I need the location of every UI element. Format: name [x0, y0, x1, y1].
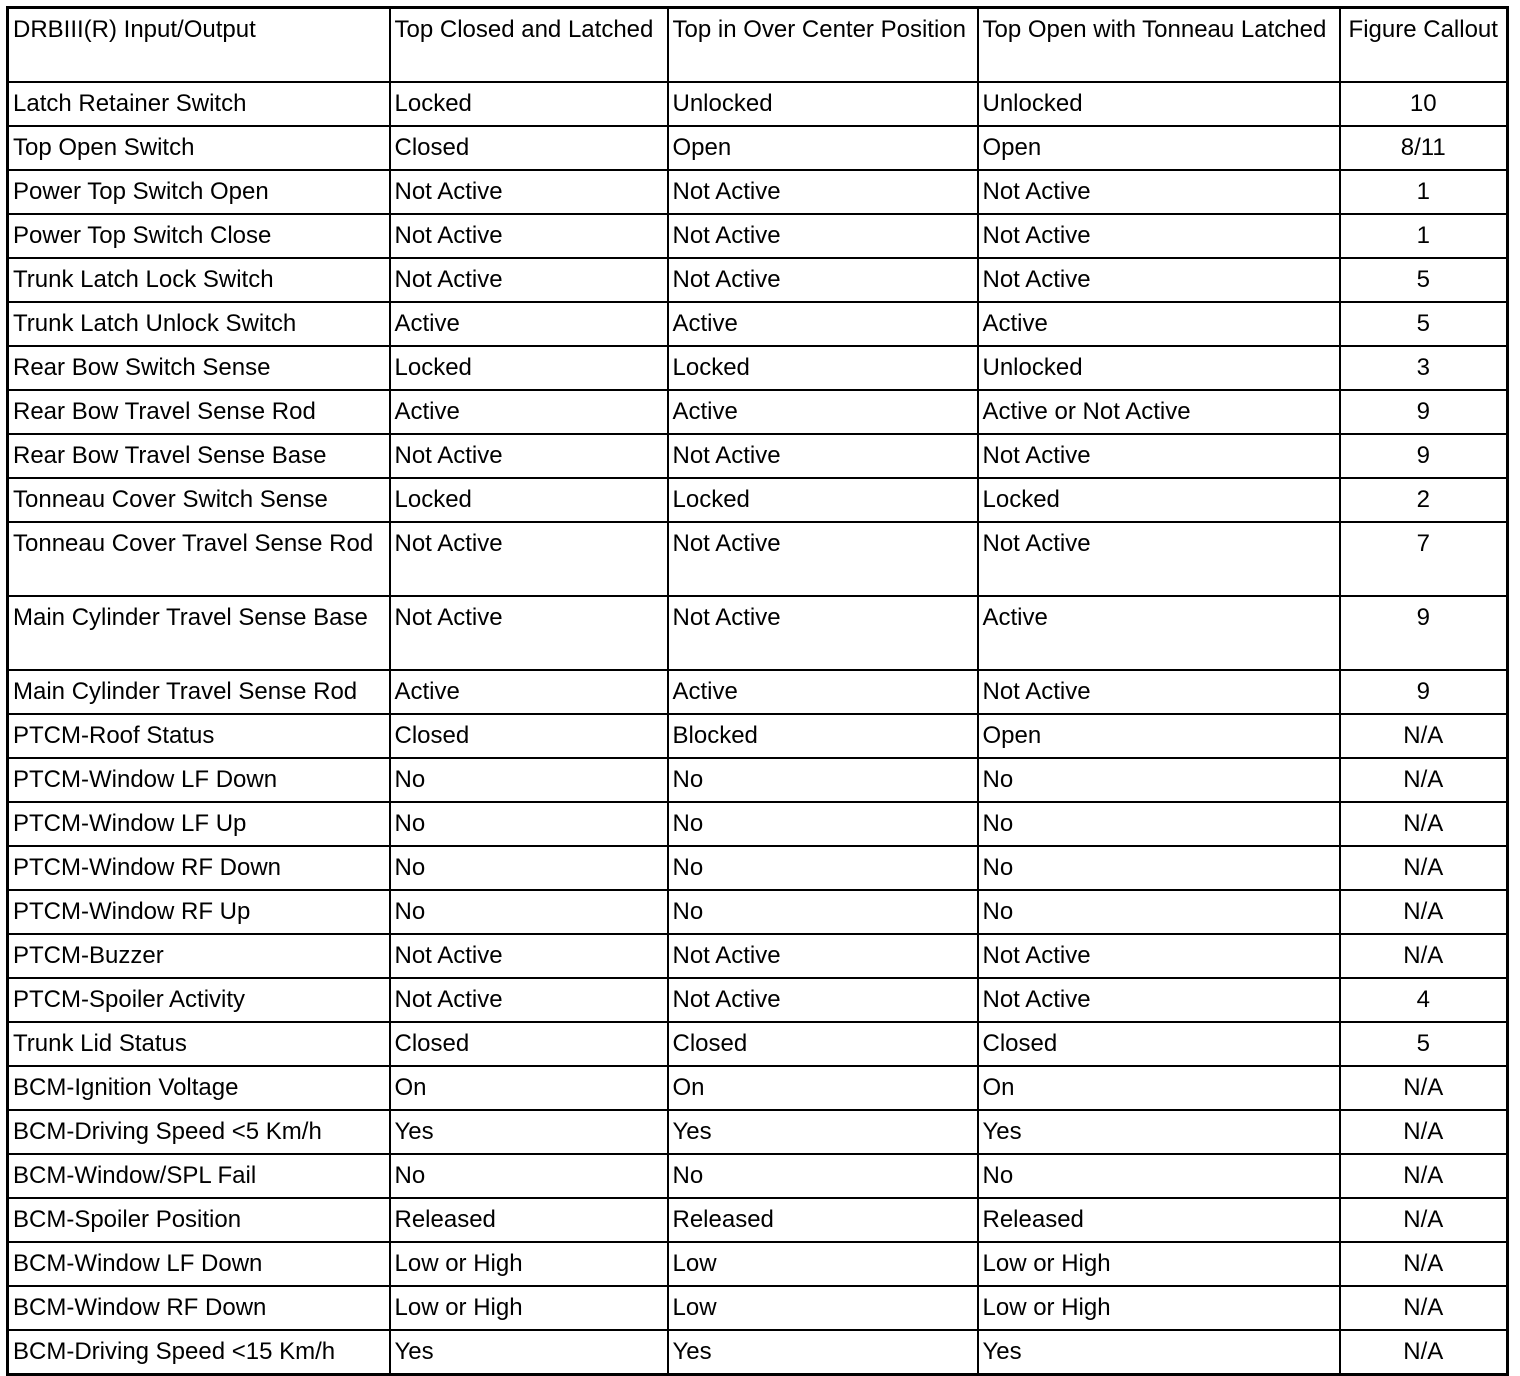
table-row [8, 434, 1508, 478]
figure-callout-cell: 4 [1340, 978, 1508, 1022]
figure-callout-cell: 9 [1340, 434, 1508, 478]
top-open-cell: Open [978, 714, 1340, 758]
over-center-cell: Active [668, 390, 978, 434]
top-open-cell: Not Active [978, 214, 1340, 258]
top-closed-cell: Not Active [390, 934, 668, 978]
io-name-cell: BCM-Spoiler Position [8, 1198, 390, 1242]
top-open-cell: Released [978, 1198, 1340, 1242]
top-closed-cell: Locked [390, 346, 668, 390]
over-center-cell: Open [668, 126, 978, 170]
top-closed-cell: Active [390, 302, 668, 346]
table-row [8, 522, 1508, 596]
header-row [8, 8, 1508, 83]
table-row [8, 478, 1508, 522]
top-open-cell: Not Active [978, 258, 1340, 302]
io-name-cell: Tonneau Cover Travel Sense Rod [8, 522, 390, 596]
top-closed-cell: Not Active [390, 258, 668, 302]
header-top-closed-latched: Top Closed and Latched [390, 8, 668, 83]
io-name-cell: Latch Retainer Switch [8, 82, 390, 126]
over-center-cell: Locked [668, 478, 978, 522]
top-closed-cell: Low or High [390, 1286, 668, 1330]
figure-callout-cell: 3 [1340, 346, 1508, 390]
io-name-cell: BCM-Driving Speed <15 Km/h [8, 1330, 390, 1375]
figure-callout-cell: N/A [1340, 714, 1508, 758]
top-open-cell: Yes [978, 1110, 1340, 1154]
top-open-cell: Not Active [978, 434, 1340, 478]
top-open-cell: No [978, 846, 1340, 890]
io-status-table [6, 6, 1509, 1376]
table-row [8, 1154, 1508, 1198]
figure-callout-cell: 10 [1340, 82, 1508, 126]
over-center-cell: Low [668, 1286, 978, 1330]
header-figure-callout: Figure Callout [1340, 8, 1508, 83]
io-name-cell: PTCM-Buzzer [8, 934, 390, 978]
top-closed-cell: Locked [390, 478, 668, 522]
table-row [8, 596, 1508, 670]
over-center-cell: No [668, 890, 978, 934]
top-open-cell: Open [978, 126, 1340, 170]
over-center-cell: On [668, 1066, 978, 1110]
figure-callout-cell: 8/11 [1340, 126, 1508, 170]
io-name-cell: Power Top Switch Close [8, 214, 390, 258]
top-closed-cell: Closed [390, 126, 668, 170]
table-row [8, 1330, 1508, 1375]
top-closed-cell: Not Active [390, 170, 668, 214]
io-name-cell: Rear Bow Travel Sense Rod [8, 390, 390, 434]
top-closed-cell: No [390, 890, 668, 934]
top-open-cell: Active [978, 302, 1340, 346]
figure-callout-cell: N/A [1340, 1198, 1508, 1242]
over-center-cell: Active [668, 302, 978, 346]
over-center-cell: Not Active [668, 434, 978, 478]
top-closed-cell: Closed [390, 1022, 668, 1066]
over-center-cell: Yes [668, 1110, 978, 1154]
table-row [8, 126, 1508, 170]
top-open-cell: Not Active [978, 934, 1340, 978]
top-open-cell: Active [978, 596, 1340, 670]
top-closed-cell: Not Active [390, 434, 668, 478]
top-closed-cell: Not Active [390, 214, 668, 258]
top-closed-cell: Active [390, 390, 668, 434]
top-open-cell: On [978, 1066, 1340, 1110]
table-row [8, 846, 1508, 890]
table-row [8, 346, 1508, 390]
table-row [8, 934, 1508, 978]
over-center-cell: No [668, 1154, 978, 1198]
table-row [8, 978, 1508, 1022]
io-name-cell: BCM-Window RF Down [8, 1286, 390, 1330]
table-row [8, 258, 1508, 302]
table-row [8, 1066, 1508, 1110]
figure-callout-cell: 1 [1340, 214, 1508, 258]
table-row [8, 302, 1508, 346]
over-center-cell: No [668, 846, 978, 890]
over-center-cell: Not Active [668, 214, 978, 258]
io-name-cell: PTCM-Window LF Up [8, 802, 390, 846]
io-name-cell: PTCM-Window RF Down [8, 846, 390, 890]
top-open-cell: Unlocked [978, 346, 1340, 390]
top-closed-cell: No [390, 802, 668, 846]
table-row [8, 170, 1508, 214]
over-center-cell: Unlocked [668, 82, 978, 126]
table-row [8, 890, 1508, 934]
io-name-cell: PTCM-Roof Status [8, 714, 390, 758]
top-open-cell: No [978, 890, 1340, 934]
io-name-cell: PTCM-Window LF Down [8, 758, 390, 802]
top-closed-cell: No [390, 1154, 668, 1198]
over-center-cell: Not Active [668, 978, 978, 1022]
figure-callout-cell: N/A [1340, 802, 1508, 846]
over-center-cell: Closed [668, 1022, 978, 1066]
figure-callout-cell: N/A [1340, 1154, 1508, 1198]
figure-callout-cell: N/A [1340, 1110, 1508, 1154]
io-name-cell: BCM-Window LF Down [8, 1242, 390, 1286]
top-closed-cell: Not Active [390, 978, 668, 1022]
top-open-cell: No [978, 802, 1340, 846]
over-center-cell: Locked [668, 346, 978, 390]
top-closed-cell: Closed [390, 714, 668, 758]
io-name-cell: Main Cylinder Travel Sense Rod [8, 670, 390, 714]
table-row [8, 714, 1508, 758]
top-open-cell: Low or High [978, 1242, 1340, 1286]
figure-callout-cell: 5 [1340, 302, 1508, 346]
figure-callout-cell: 9 [1340, 390, 1508, 434]
io-name-cell: PTCM-Window RF Up [8, 890, 390, 934]
figure-callout-cell: 9 [1340, 670, 1508, 714]
figure-callout-cell: N/A [1340, 846, 1508, 890]
top-closed-cell: Released [390, 1198, 668, 1242]
table-row [8, 82, 1508, 126]
top-open-cell: Closed [978, 1022, 1340, 1066]
io-name-cell: Trunk Lid Status [8, 1022, 390, 1066]
over-center-cell: Released [668, 1198, 978, 1242]
table-row [8, 1198, 1508, 1242]
table-row [8, 1286, 1508, 1330]
top-open-cell: Unlocked [978, 82, 1340, 126]
table-row [8, 1242, 1508, 1286]
header-input-output: DRBIII(R) Input/Output [8, 8, 390, 83]
table-row [8, 758, 1508, 802]
table-row [8, 670, 1508, 714]
top-closed-cell: Locked [390, 82, 668, 126]
figure-callout-cell: 1 [1340, 170, 1508, 214]
figure-callout-cell: 2 [1340, 478, 1508, 522]
header-top-open-tonneau: Top Open with Tonneau Latched [978, 8, 1340, 83]
top-closed-cell: Active [390, 670, 668, 714]
top-open-cell: No [978, 1154, 1340, 1198]
table-row [8, 1110, 1508, 1154]
figure-callout-cell: N/A [1340, 1286, 1508, 1330]
top-open-cell: No [978, 758, 1340, 802]
over-center-cell: Not Active [668, 522, 978, 596]
io-name-cell: Power Top Switch Open [8, 170, 390, 214]
over-center-cell: No [668, 758, 978, 802]
figure-callout-cell: N/A [1340, 1242, 1508, 1286]
top-open-cell: Not Active [978, 670, 1340, 714]
table-row [8, 1022, 1508, 1066]
table-row [8, 802, 1508, 846]
figure-callout-cell: N/A [1340, 758, 1508, 802]
figure-callout-cell: 5 [1340, 258, 1508, 302]
top-closed-cell: No [390, 758, 668, 802]
over-center-cell: Not Active [668, 170, 978, 214]
io-name-cell: Main Cylinder Travel Sense Base [8, 596, 390, 670]
over-center-cell: Low [668, 1242, 978, 1286]
figure-callout-cell: 5 [1340, 1022, 1508, 1066]
top-open-cell: Active or Not Active [978, 390, 1340, 434]
over-center-cell: Not Active [668, 258, 978, 302]
io-name-cell: BCM-Ignition Voltage [8, 1066, 390, 1110]
over-center-cell: Not Active [668, 934, 978, 978]
top-closed-cell: On [390, 1066, 668, 1110]
top-open-cell: Locked [978, 478, 1340, 522]
figure-callout-cell: N/A [1340, 934, 1508, 978]
figure-callout-cell: N/A [1340, 1066, 1508, 1110]
figure-callout-cell: N/A [1340, 890, 1508, 934]
over-center-cell: Not Active [668, 596, 978, 670]
top-open-cell: Not Active [978, 170, 1340, 214]
io-name-cell: Tonneau Cover Switch Sense [8, 478, 390, 522]
top-closed-cell: Not Active [390, 522, 668, 596]
figure-callout-cell: N/A [1340, 1330, 1508, 1375]
io-name-cell: BCM-Window/SPL Fail [8, 1154, 390, 1198]
top-closed-cell: Low or High [390, 1242, 668, 1286]
top-closed-cell: Yes [390, 1110, 668, 1154]
table-row [8, 214, 1508, 258]
figure-callout-cell: 9 [1340, 596, 1508, 670]
io-name-cell: Trunk Latch Unlock Switch [8, 302, 390, 346]
top-closed-cell: Not Active [390, 596, 668, 670]
io-name-cell: Top Open Switch [8, 126, 390, 170]
top-open-cell: Yes [978, 1330, 1340, 1375]
io-name-cell: Rear Bow Switch Sense [8, 346, 390, 390]
io-name-cell: Trunk Latch Lock Switch [8, 258, 390, 302]
top-closed-cell: Yes [390, 1330, 668, 1375]
header-top-over-center: Top in Over Center Position [668, 8, 978, 83]
io-name-cell: PTCM-Spoiler Activity [8, 978, 390, 1022]
over-center-cell: Active [668, 670, 978, 714]
table-body [8, 82, 1508, 1375]
top-closed-cell: No [390, 846, 668, 890]
top-open-cell: Not Active [978, 522, 1340, 596]
top-open-cell: Low or High [978, 1286, 1340, 1330]
table-row [8, 390, 1508, 434]
top-open-cell: Not Active [978, 978, 1340, 1022]
io-name-cell: Rear Bow Travel Sense Base [8, 434, 390, 478]
figure-callout-cell: 7 [1340, 522, 1508, 596]
io-name-cell: BCM-Driving Speed <5 Km/h [8, 1110, 390, 1154]
over-center-cell: No [668, 802, 978, 846]
over-center-cell: Blocked [668, 714, 978, 758]
over-center-cell: Yes [668, 1330, 978, 1375]
